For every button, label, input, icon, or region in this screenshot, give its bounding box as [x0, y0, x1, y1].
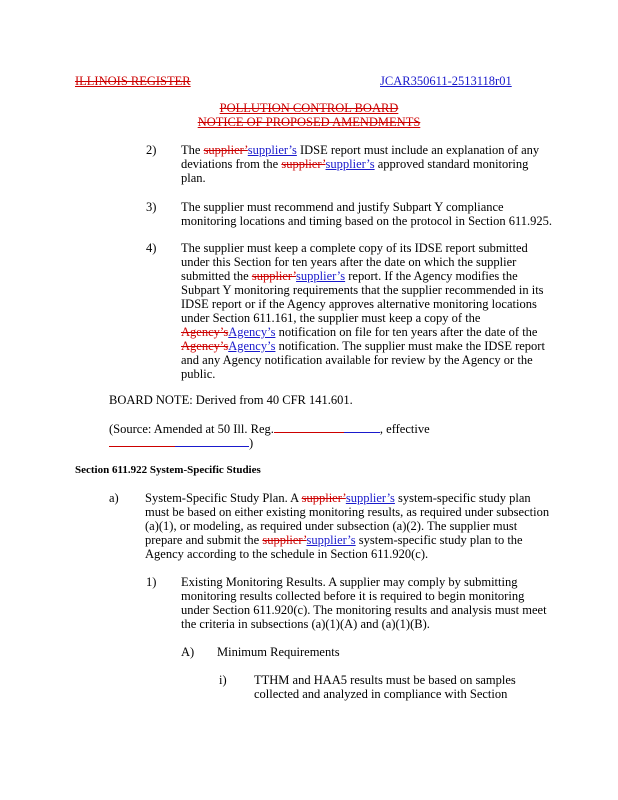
item-2-number: 2) [146, 143, 157, 157]
sub-A-text: Minimum Requirements [217, 645, 340, 659]
item-4-number: 4) [146, 241, 157, 255]
item-3-number: 3) [146, 200, 157, 214]
sub-i-number: i) [219, 673, 227, 687]
sub-a1-text: Existing Monitoring Results. A supplier may comply by submitting monitoring results collected before it is required to begin monitoring under Section 611.920(c). The monitoring results and analysis must meet the criteria in subsections (a)(1)(A) and (a)(1)(B). [181, 575, 547, 631]
document-id: JCAR350611-2513118r01 [380, 74, 512, 88]
sub-a-number: a) [109, 491, 119, 505]
source-line-2: ) [109, 435, 253, 450]
sub-a-text: System-Specific Study Plan. A supplier’supplier’s system-specific study plan must be based on either existing monitoring results, as required under subsection (a)(1), or modeling, as required under subsection (a)(2). The supplier must prepare and submit the supplier’supplier’s system-specific study plan to the Agency according to the schedule in Section 611.920(c). [145, 491, 550, 561]
sub-a1-number: 1) [146, 575, 157, 589]
sub-i-text: TTHM and HAA5 results must be based on samples collected and analyzed in compliance with Section [254, 673, 516, 701]
board-name: POLLUTION CONTROL BOARD [219, 101, 399, 115]
source-line: (Source: Amended at 50 Ill. Reg. , effective [109, 422, 430, 436]
item-3-text: The supplier must recommend and justify Subpart Y compliance monitoring locations and timing based on the protocol in Section 611.925. [181, 200, 553, 228]
register-title: ILLINOIS REGISTER [75, 74, 191, 88]
item-2-text: The supplier’supplier’s IDSE report must include an explanation of any deviations from the supplier’supplier’s approved standard monitoring plan. [181, 143, 540, 185]
notice-title: NOTICE OF PROPOSED AMENDMENTS [197, 115, 421, 129]
item-4-text: The supplier must keep a complete copy of its IDSE report submitted under this Section for ten years after the date on which the supplier submitted the supplier’supplier’s report. If the Agency modifies the Subpart Y monitoring requirements that the supplier recommended in its IDSE report or if the Agency approves alternative monitoring locations under Section 611.161, the supplier must keep a copy of the Agency’sAgency’s notification on file for ten years after the date of the Agency’sAgency’s notification. The supplier must make the IDSE report and any Agency notification available for review by the Agency or the public. [181, 241, 545, 381]
board-note: BOARD NOTE: Derived from 40 CFR 141.601. [109, 393, 353, 407]
section-heading: Section 611.922 System-Specific Studies [75, 464, 261, 476]
sub-A-number: A) [181, 645, 195, 659]
